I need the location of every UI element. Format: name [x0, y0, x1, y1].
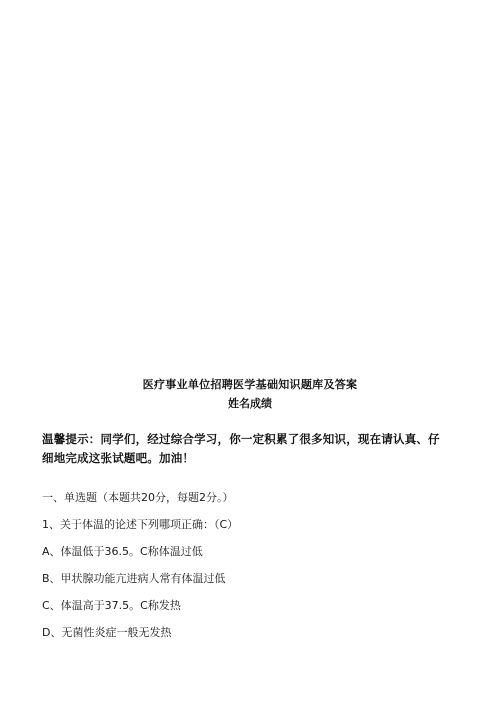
section-heading: 一、单选题（本题共20分，每题2分。）	[42, 491, 234, 504]
warm-tip-line-2: 细地完成这张试题吧。加油！	[42, 451, 195, 465]
warm-tip-line-1: 温馨提示：同学们，经过综合学习，你一定积累了很多知识，现在请认真、仔	[42, 432, 440, 446]
name-score-line: 姓名成绩	[228, 397, 272, 410]
question-stem: 1、关于体温的论述下列哪项正确：（C）	[42, 518, 239, 531]
option-b: B、甲状腺功能亢进病人常有体温过低	[42, 572, 226, 585]
option-c: C、体温高于37.5。C称发热	[42, 599, 181, 612]
option-d: D、无菌性炎症一般无发热	[42, 626, 172, 639]
document-title: 医疗事业单位招聘医学基础知识题库及答案	[142, 378, 358, 391]
warm-tip	[42, 430, 462, 468]
option-a: A、体温低于36.5。C称体温过低	[42, 545, 203, 558]
